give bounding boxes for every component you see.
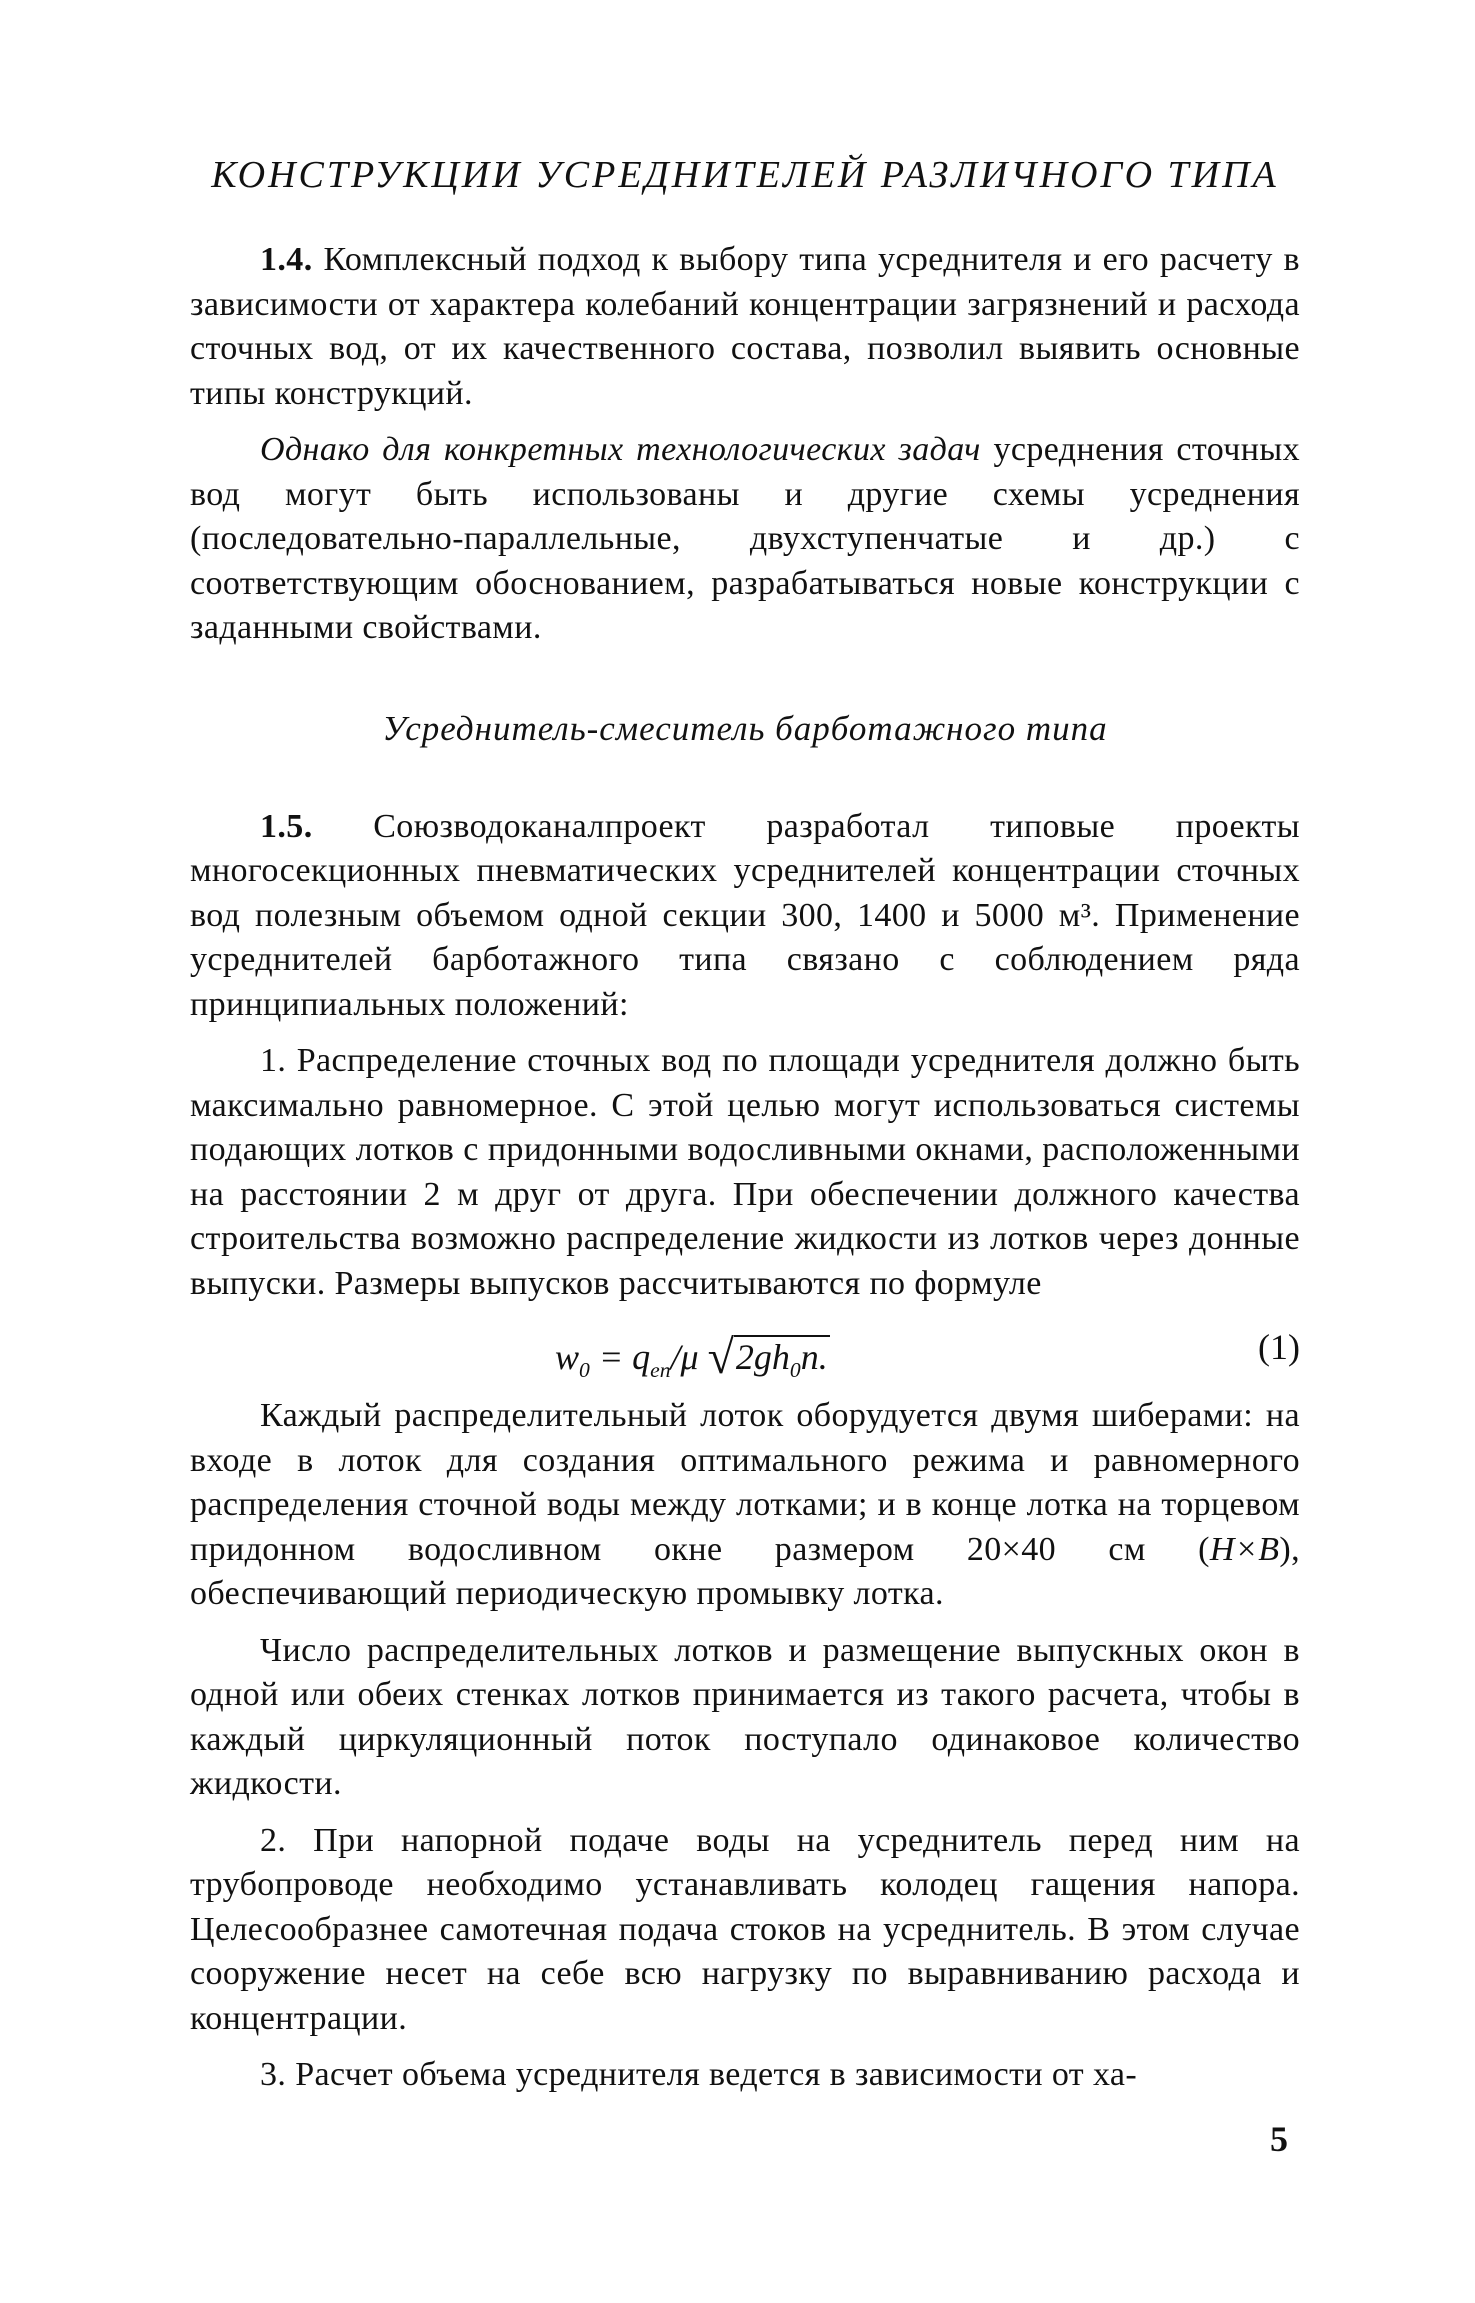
formula-subscript: 0 — [579, 1358, 590, 1383]
paragraph-shibers — [190, 1394, 1300, 1617]
section-number: 1.4. — [260, 241, 313, 278]
paragraph-1-5 — [190, 805, 1300, 1028]
formula-part: w — [555, 1337, 580, 1377]
italic-dimension: H×B — [1209, 1530, 1280, 1568]
paragraph-trays: Число распределительных лотков и размещение выпускных окон в одной или обеих стенках лотков принимается из такого расчета, чтобы в каждый циркуляционный поток поступало одинаковое количество жидкости. — [190, 1631, 1300, 1802]
formula-subscript: 0 — [789, 1358, 801, 1383]
section-number: 1.5. — [260, 807, 313, 845]
formula-part: 2gh — [735, 1337, 790, 1377]
formula-number: (1) — [1258, 1327, 1300, 1367]
paragraph-text: Каждый распределительный лоток оборудуется двумя шиберами: на входе в лоток для создания оптимального режима и равномерного распределения сточной воды между лотками; и в конце лотка на торцевом придонном водосливном окне размером 20×40 см ( — [190, 1397, 1300, 1568]
page-number: 5 — [1270, 2119, 1288, 2159]
formula-part: n. — [800, 1337, 828, 1377]
italic-phrase: Однако для конкретных технологических задач — [260, 431, 981, 468]
sqrt-symbol: √ — [707, 1331, 734, 1384]
paragraph-text: Комплексный подход к выбору типа усреднителя и его расчету в зависимости от характера колебаний концентрации загрязнений и расхода сточных вод, от их качественного состава, позволил выявить основные типы конструкций. — [190, 241, 1300, 412]
list-item-1: 1. Распределение сточных вод по площади усреднителя должно быть максимально равномерное. С этой целью могут использоваться системы подающих лотков с придонными водосливными окнами, расположенными на расстоянии 2 м друг от друга. При обеспечении должного качества строительства возможно распределение жидкости из лотков через донные выпуски. Размеры выпусков рассчитываются по формуле — [190, 1042, 1300, 1302]
document-page — [190, 150, 1300, 2110]
section-subheading: Усреднитель-смеситель барботажного типа — [382, 708, 1108, 748]
formula-part: /μ — [670, 1337, 708, 1377]
list-item-2: 2. При напорной подаче воды на усреднитель перед ним на трубопроводе необходимо устанавливать колодец гащения напора. Целесообразнее самотечная подача стоков на усреднитель. В этом случае сооружение несет на себе всю нагрузку по выравниванию расхода и концентрации. — [190, 1821, 1300, 2037]
formula-radicand — [734, 1335, 830, 1383]
paragraph-1-4 — [190, 238, 1300, 416]
chapter-heading: КОНСТРУКЦИИ УСРЕДНИТЕЛЕЙ РАЗЛИЧНОГО ТИПА — [211, 154, 1279, 196]
formula-subscript: en — [650, 1358, 671, 1383]
formula-row — [190, 1318, 1300, 1388]
list-item-3: 3. Расчет объема усреднителя ведется в зависимости от ха- — [260, 2056, 1138, 2093]
paragraph-text: усреднения сточных вод могут быть использованы и другие схемы усреднения (последовательно-параллельные, двухступенчатые и др.) с соответствующим обоснованием, разрабатываться новые конструкции с заданными свойствами. — [190, 431, 1300, 646]
formula-part: = q — [589, 1337, 651, 1377]
formula — [555, 1326, 830, 1383]
paragraph-text: Союзводоканалпроект разработал типовые проекты многосекционных пневматических усреднителей концентрации сточных вод полезным объемом одной секции 300, 1400 и 5000 м³. Применение усреднителей барботажного типа связано с соблюдением ряда принципиальных положений: — [190, 807, 1300, 1023]
paragraph-1-4-continued — [190, 428, 1300, 651]
paragraph-text: ), обеспечивающий периодическую промывку лотка. — [190, 1530, 1300, 1612]
